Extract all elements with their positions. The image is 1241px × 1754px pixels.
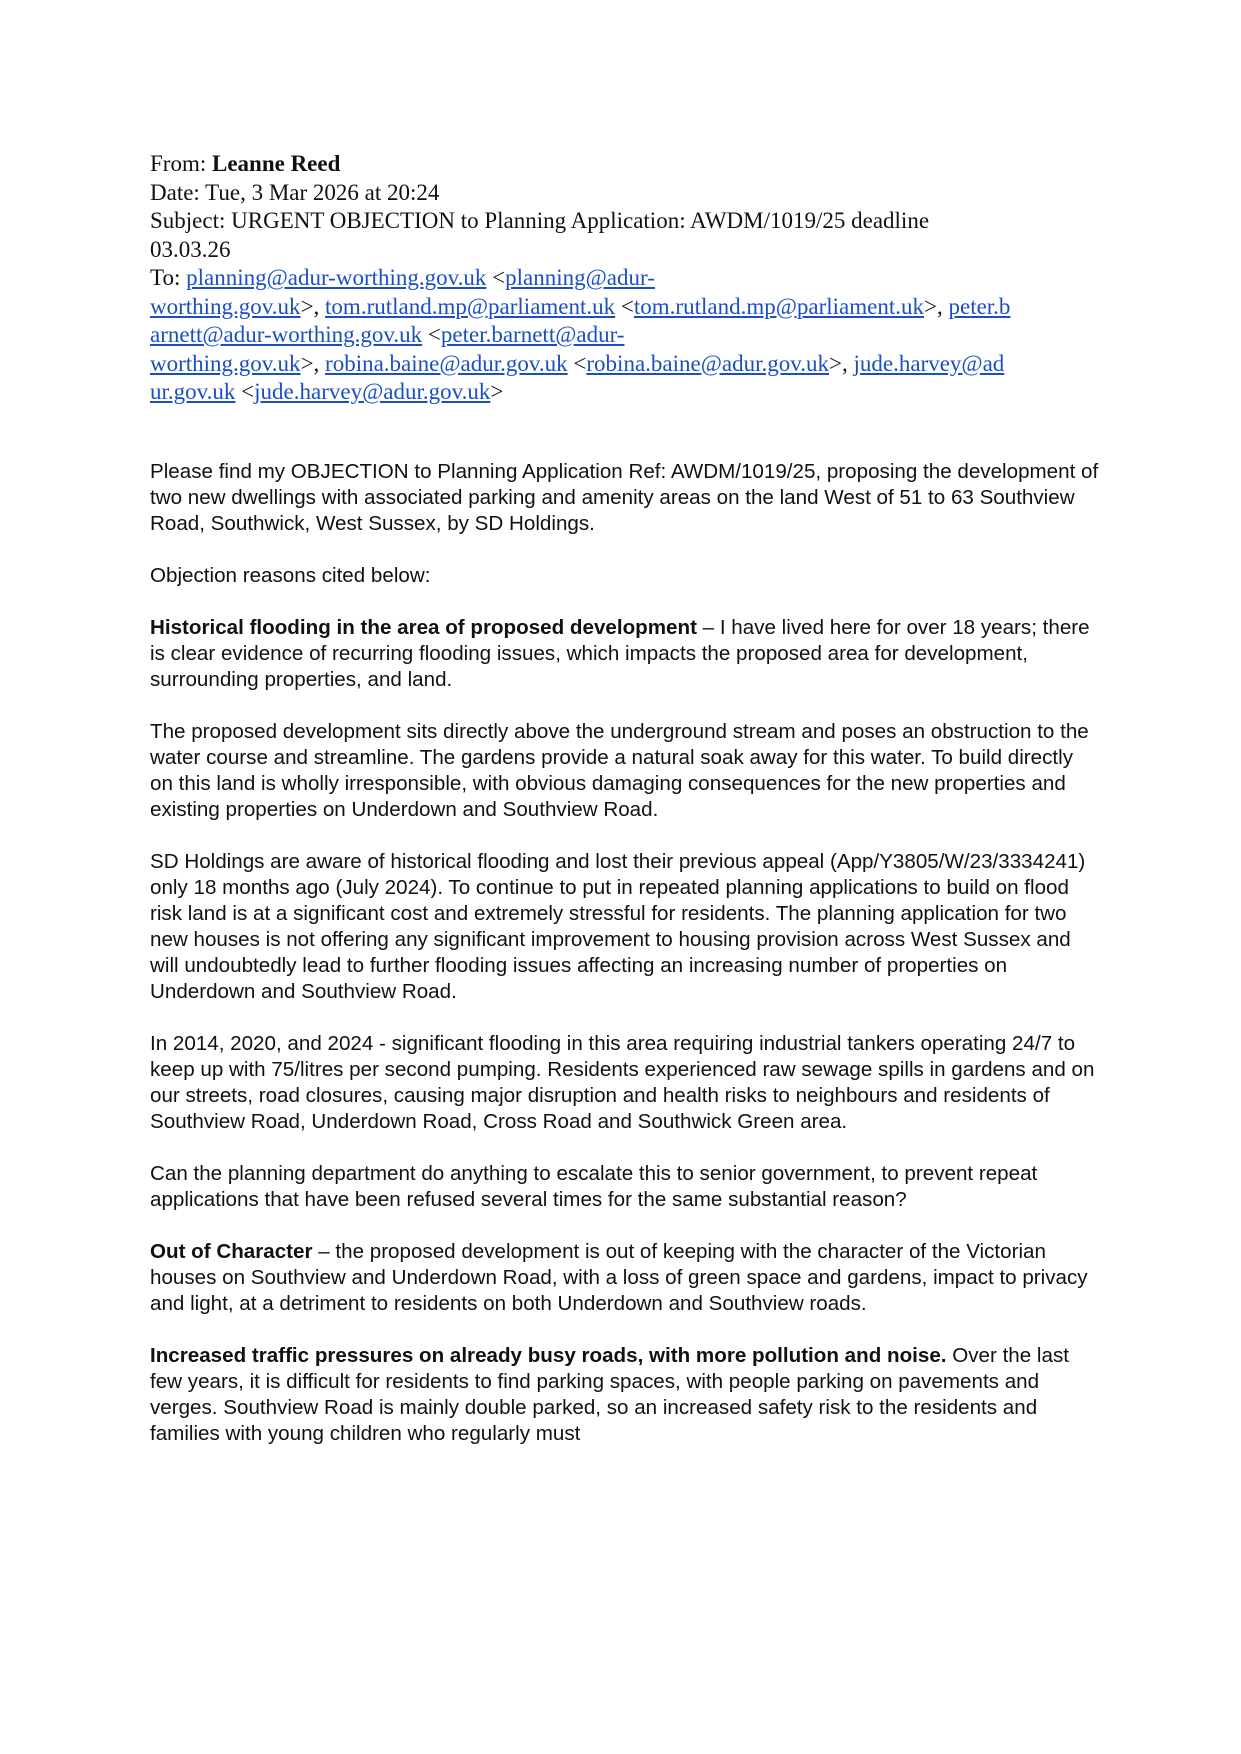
email-header	[150, 150, 1100, 407]
to-label: To:	[150, 265, 187, 290]
email-link[interactable]: planning@adur-	[505, 265, 655, 290]
email-body	[150, 459, 1100, 1447]
email-link[interactable]: tom.rutland.mp@parliament.uk	[633, 293, 924, 319]
email-link[interactable]: robina.baine@adur.gov.uk	[325, 350, 568, 376]
paragraph-text: Please find my OBJECTION to Planning Application Ref: AWDM/1019/25, proposing the development of two new dwellings with associated parking and amenity areas on the land West of 51 to 63 Southview Road, Southwick, West Sussex, by SD Holdings.	[150, 459, 1099, 535]
body-paragraph	[150, 459, 1100, 537]
recipients-line	[150, 321, 1100, 350]
from-line	[150, 150, 1100, 179]
recipients-line	[150, 378, 1100, 407]
paragraph-heading: Out of Character	[150, 1239, 313, 1263]
email-document	[150, 150, 1100, 1473]
separator-text: <	[567, 350, 587, 376]
separator-text: >,	[300, 293, 326, 319]
recipients-list	[150, 264, 1100, 407]
paragraph-text: In 2014, 2020, and 2024 - significant flooding in this area requiring industrial tankers operating 24/7 to keep up with 75/litres per second pumping. Residents experienced raw sewage spills in gardens and on our streets, road closures, causing major disruption and health risks to neighbours and residents of Southview Road, Underdown Road, Cross Road and Southwick Green area.	[150, 1031, 1095, 1133]
paragraph-text: – I have lived here for over 18 years; there is clear evidence of recurring flooding issues, which impacts the proposed area for development, surrounding properties, and land.	[150, 615, 1090, 691]
from-label: From:	[150, 151, 212, 176]
email-link[interactable]: tom.rutland.mp@parliament.uk	[325, 293, 616, 319]
recipients-line	[150, 293, 1100, 322]
subject-line: Subject: URGENT OBJECTION to Planning Application: AWDM/1019/25 deadline	[150, 208, 930, 233]
separator-text: >,	[924, 293, 949, 319]
email-link[interactable]: peter.b	[948, 293, 1011, 319]
email-link[interactable]: robina.baine@adur.gov.uk	[586, 350, 829, 376]
sender-name: Leanne Reed	[211, 151, 341, 176]
body-paragraph	[150, 615, 1100, 693]
body-paragraph	[150, 1239, 1100, 1317]
paragraph-heading: Increased traffic pressures on already busy roads, with more pollution and noise.	[150, 1343, 947, 1367]
email-link[interactable]: peter.barnett@adur-	[440, 322, 625, 347]
body-paragraph	[150, 1031, 1100, 1135]
separator-text: >	[490, 379, 504, 404]
paragraph-text: SD Holdings are aware of historical flooding and lost their previous appeal (App/Y3805/W/23/3334241) only 18 months ago (July 2024). To continue to put in repeated planning applications to build on flood risk land is at a significant cost and extremely stressful for residents. The planning application for two new houses is not offering any significant improvement to housing provision across West Sussex and will undoubtedly lead to further flooding issues affecting an increasing number of properties on Underdown and Southview Road.	[150, 849, 1086, 1003]
email-link[interactable]: arnett@adur-worthing.gov.uk	[150, 322, 423, 347]
subject-line-continued: 03.03.26	[150, 236, 231, 262]
email-link[interactable]: jude.harvey@adur.gov.uk	[254, 379, 491, 404]
recipients-line	[150, 350, 1100, 379]
email-link[interactable]: worthing.gov.uk	[150, 293, 301, 319]
body-paragraph	[150, 1161, 1100, 1213]
paragraph-heading: Historical flooding in the area of proposed development	[150, 615, 697, 639]
email-link[interactable]: ur.gov.uk	[150, 379, 236, 404]
separator-text: <	[235, 379, 255, 404]
date-line: Date: Tue, 3 Mar 2026 at 20:24	[150, 179, 440, 205]
paragraph-text: Can the planning department do anything to escalate this to senior government, to prevent repeat applications that have been refused several times for the same substantial reason?	[150, 1161, 1038, 1211]
email-link[interactable]: jude.harvey@ad	[853, 350, 1005, 376]
paragraph-text: Over the last few years, it is difficult for residents to find parking spaces, with people parking on pavements and verges. Southview Road is mainly double parked, so an increased safety risk to the residents and families with young children who regularly must	[150, 1343, 1069, 1445]
separator-text: >,	[829, 350, 854, 376]
paragraph-text: – the proposed development is out of keeping with the character of the Victorian houses on Southview and Underdown Road, with a loss of green space and gardens, impact to privacy and light, at a detriment to residents on both Underdown and Southview roads.	[150, 1239, 1088, 1315]
body-paragraph	[150, 719, 1100, 823]
paragraph-text: The proposed development sits directly above the underground stream and poses an obstruction to the water course and streamline. The gardens provide a natural soak away for this water. To build directly on this land is wholly irresponsible, with obvious damaging consequences for the new properties and existing properties on Underdown and Southview Road.	[150, 719, 1089, 821]
separator-text: >,	[300, 350, 326, 376]
body-paragraph	[150, 1343, 1100, 1447]
spacer	[150, 407, 1100, 459]
paragraph-text: Objection reasons cited below:	[150, 563, 431, 587]
body-paragraph	[150, 849, 1100, 1005]
separator-text: <	[422, 322, 441, 347]
separator-text: <	[486, 265, 506, 290]
recipients-line	[150, 264, 1100, 293]
email-link[interactable]: worthing.gov.uk	[150, 350, 301, 376]
email-link[interactable]: planning@adur-worthing.gov.uk	[186, 265, 487, 290]
separator-text: <	[615, 293, 634, 319]
body-paragraph	[150, 563, 1100, 589]
